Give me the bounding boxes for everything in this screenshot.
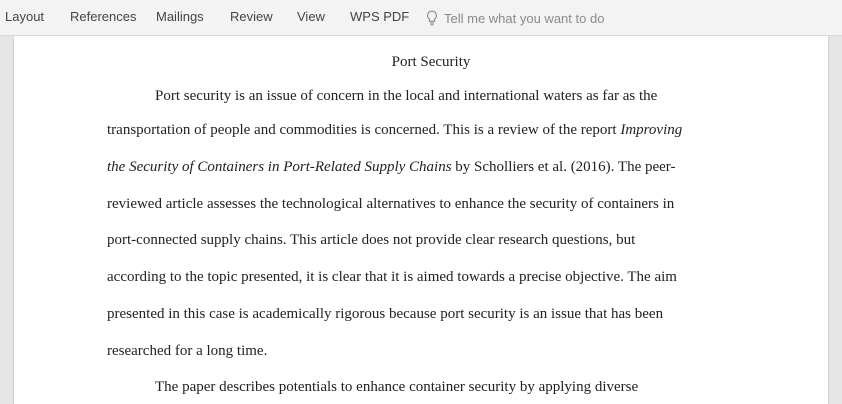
text-run: The paper describes potentials to enhance container security by applying diverse (155, 378, 639, 395)
tell-me-search[interactable] (426, 8, 604, 28)
tell-me-placeholder: Tell me what you want to do (444, 10, 605, 26)
text-run: Port security is an issue of concern in the local and international waters as far as the (155, 88, 658, 104)
text-run: according to the topic presented, it is clear that it is aimed towards a precise objective. The aim (107, 269, 677, 286)
tab-wps-pdf[interactable]: WPS PDF (350, 9, 410, 24)
text-line[interactable] (107, 222, 747, 259)
document-canvas[interactable] (0, 36, 842, 404)
italic-text: Improving (620, 122, 683, 138)
tab-view[interactable]: View (297, 9, 325, 24)
text-line[interactable] (107, 112, 747, 149)
text-run: transportation of people and commodities is concerned. This is a review of the report (107, 122, 621, 138)
italic-text: the Security of Containers in Port-Related Supply Chains (107, 158, 452, 175)
text-line[interactable] (107, 186, 747, 223)
text-line[interactable] (107, 149, 747, 186)
text-line[interactable] (107, 369, 747, 404)
ribbon-tab-bar (0, 0, 842, 36)
page-body[interactable] (107, 52, 747, 404)
text-line[interactable] (107, 80, 747, 112)
tab-review[interactable]: Review (230, 9, 273, 24)
lightbulb-icon (426, 10, 438, 26)
document-paragraphs[interactable] (107, 80, 747, 404)
paragraph[interactable] (107, 80, 747, 370)
text-run: reviewed article assesses the technological alternatives to enhance the security of containers in (107, 195, 675, 212)
document-title[interactable]: Port Security (391, 54, 471, 70)
tab-mailings[interactable]: Mailings (156, 9, 204, 24)
document-page[interactable] (14, 36, 828, 404)
text-run: researched for a long time. (107, 342, 268, 359)
tab-layout[interactable]: Layout (5, 9, 45, 24)
text-line[interactable] (107, 259, 747, 296)
text-line[interactable] (107, 296, 747, 333)
text-run: port-connected supply chains. This article does not provide clear research questions, but (107, 232, 636, 249)
text-run: presented in this case is academically rigorous because port security is an issue that has been (107, 305, 664, 322)
paragraph[interactable] (107, 369, 747, 404)
text-run: by Scholliers et al. (2016). The peer- (451, 158, 676, 175)
tab-references[interactable]: References (70, 9, 137, 24)
text-line[interactable] (107, 333, 747, 370)
